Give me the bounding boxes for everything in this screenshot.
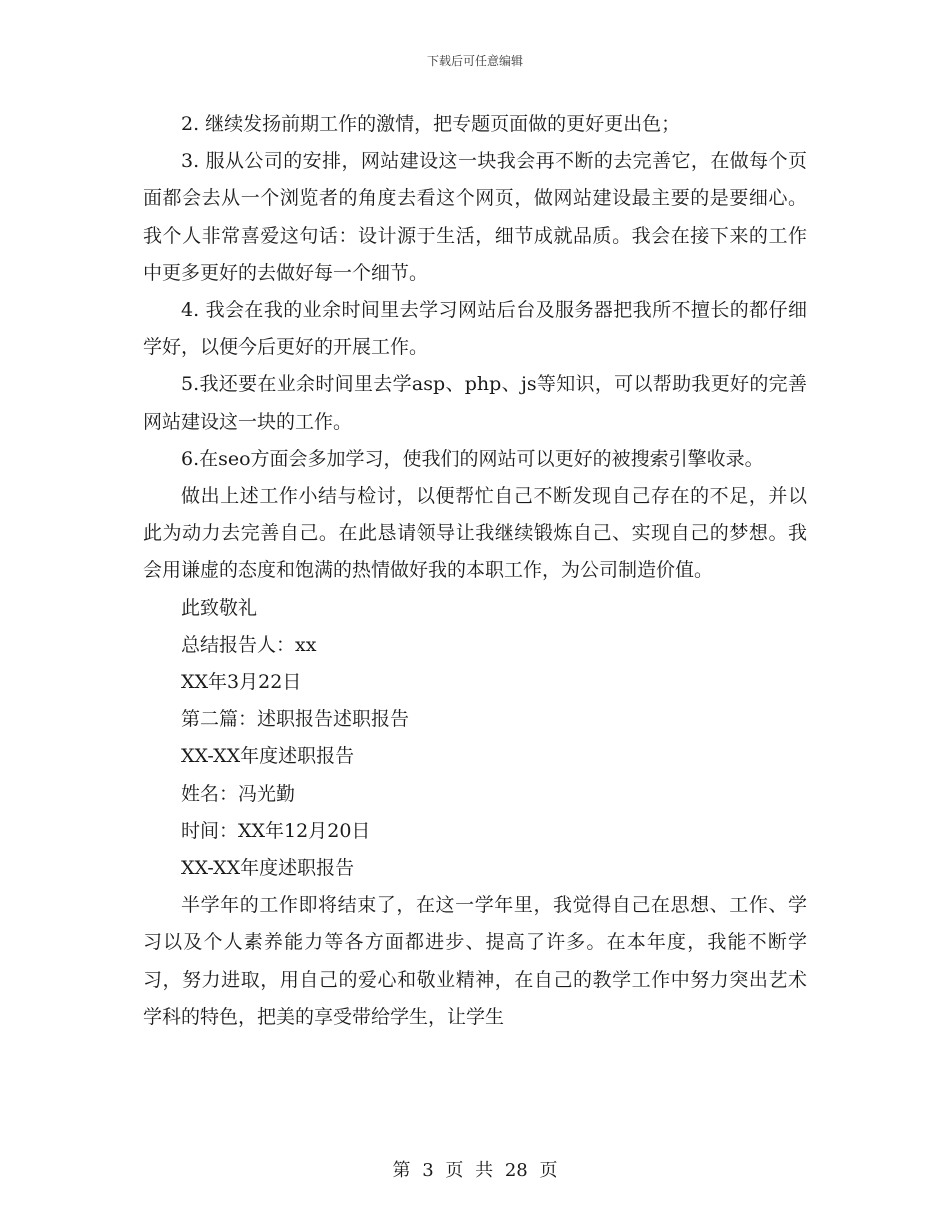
page-header: 下载后可任意编辑 [426, 54, 523, 68]
closing-salutation: 此致敬礼 [181, 596, 258, 619]
report-time: 时间：XX年12月20日 [181, 819, 371, 842]
paragraph-summary: 做出上述工作小结与检讨，以便帮忙自己不断发现自己存在的不足，并以此为动力去完善自己。在此恳请领导让我继续锻炼自己、实现自己的梦想。我会用谦虚的态度和饱满的热情做好我的本职工作，为公司制造价值。 [143, 485, 807, 582]
page-footer: 第 3 页 共 28 页 [392, 1160, 558, 1181]
section-title: 第二篇：述职报告述职报告 [181, 708, 410, 731]
paragraph-body: 半学年的工作即将结束了，在这一学年里，我觉得自己在思想、工作、学习以及个人素养能力等各方面都进步、提高了许多。在本年度，我能不断学习，努力进取，用自己的爱心和敬业精神，在自己的教学工作中努力突出艺术学科的特色，把美的享受带给学生，让学生 [143, 894, 807, 1028]
report-date: XX年3月22日 [181, 671, 302, 694]
report-title-repeat: XX-XX年度述职报告 [181, 857, 355, 880]
report-name: 姓名：冯光勤 [181, 782, 296, 805]
report-title: XX-XX年度述职报告 [181, 745, 355, 768]
paragraph-item-3: 3. 服从公司的安排，网站建设这一块我会再不断的去完善它，在做每个页面都会去从一个浏览者的角度去看这个网页，做网站建设最主要的是要细心。我个人非常喜爱这句话：设计源于生活，细节成就品质。我会在接下来的工作中更多更好的去做好每一个细节。 [143, 150, 807, 284]
paragraph-item-5: 5.我还要在业余时间里去学asp、php、js等知识，可以帮助我更好的完善网站建设这一块的工作。 [143, 373, 807, 433]
report-author: 总结报告人：xx [181, 633, 317, 656]
paragraph-item-4: 4. 我会在我的业余时间里去学习网站后台及服务器把我所不擅长的都仔细学好，以便今后更好的开展工作。 [143, 299, 807, 359]
paragraph-item-2: 2. 继续发扬前期工作的激情，把专题页面做的更好更出色； [181, 113, 681, 135]
paragraph-item-6: 6.在seo方面会多加学习，使我们的网站可以更好的被搜索引擎收录。 [181, 447, 764, 470]
document-body [143, 106, 807, 1036]
